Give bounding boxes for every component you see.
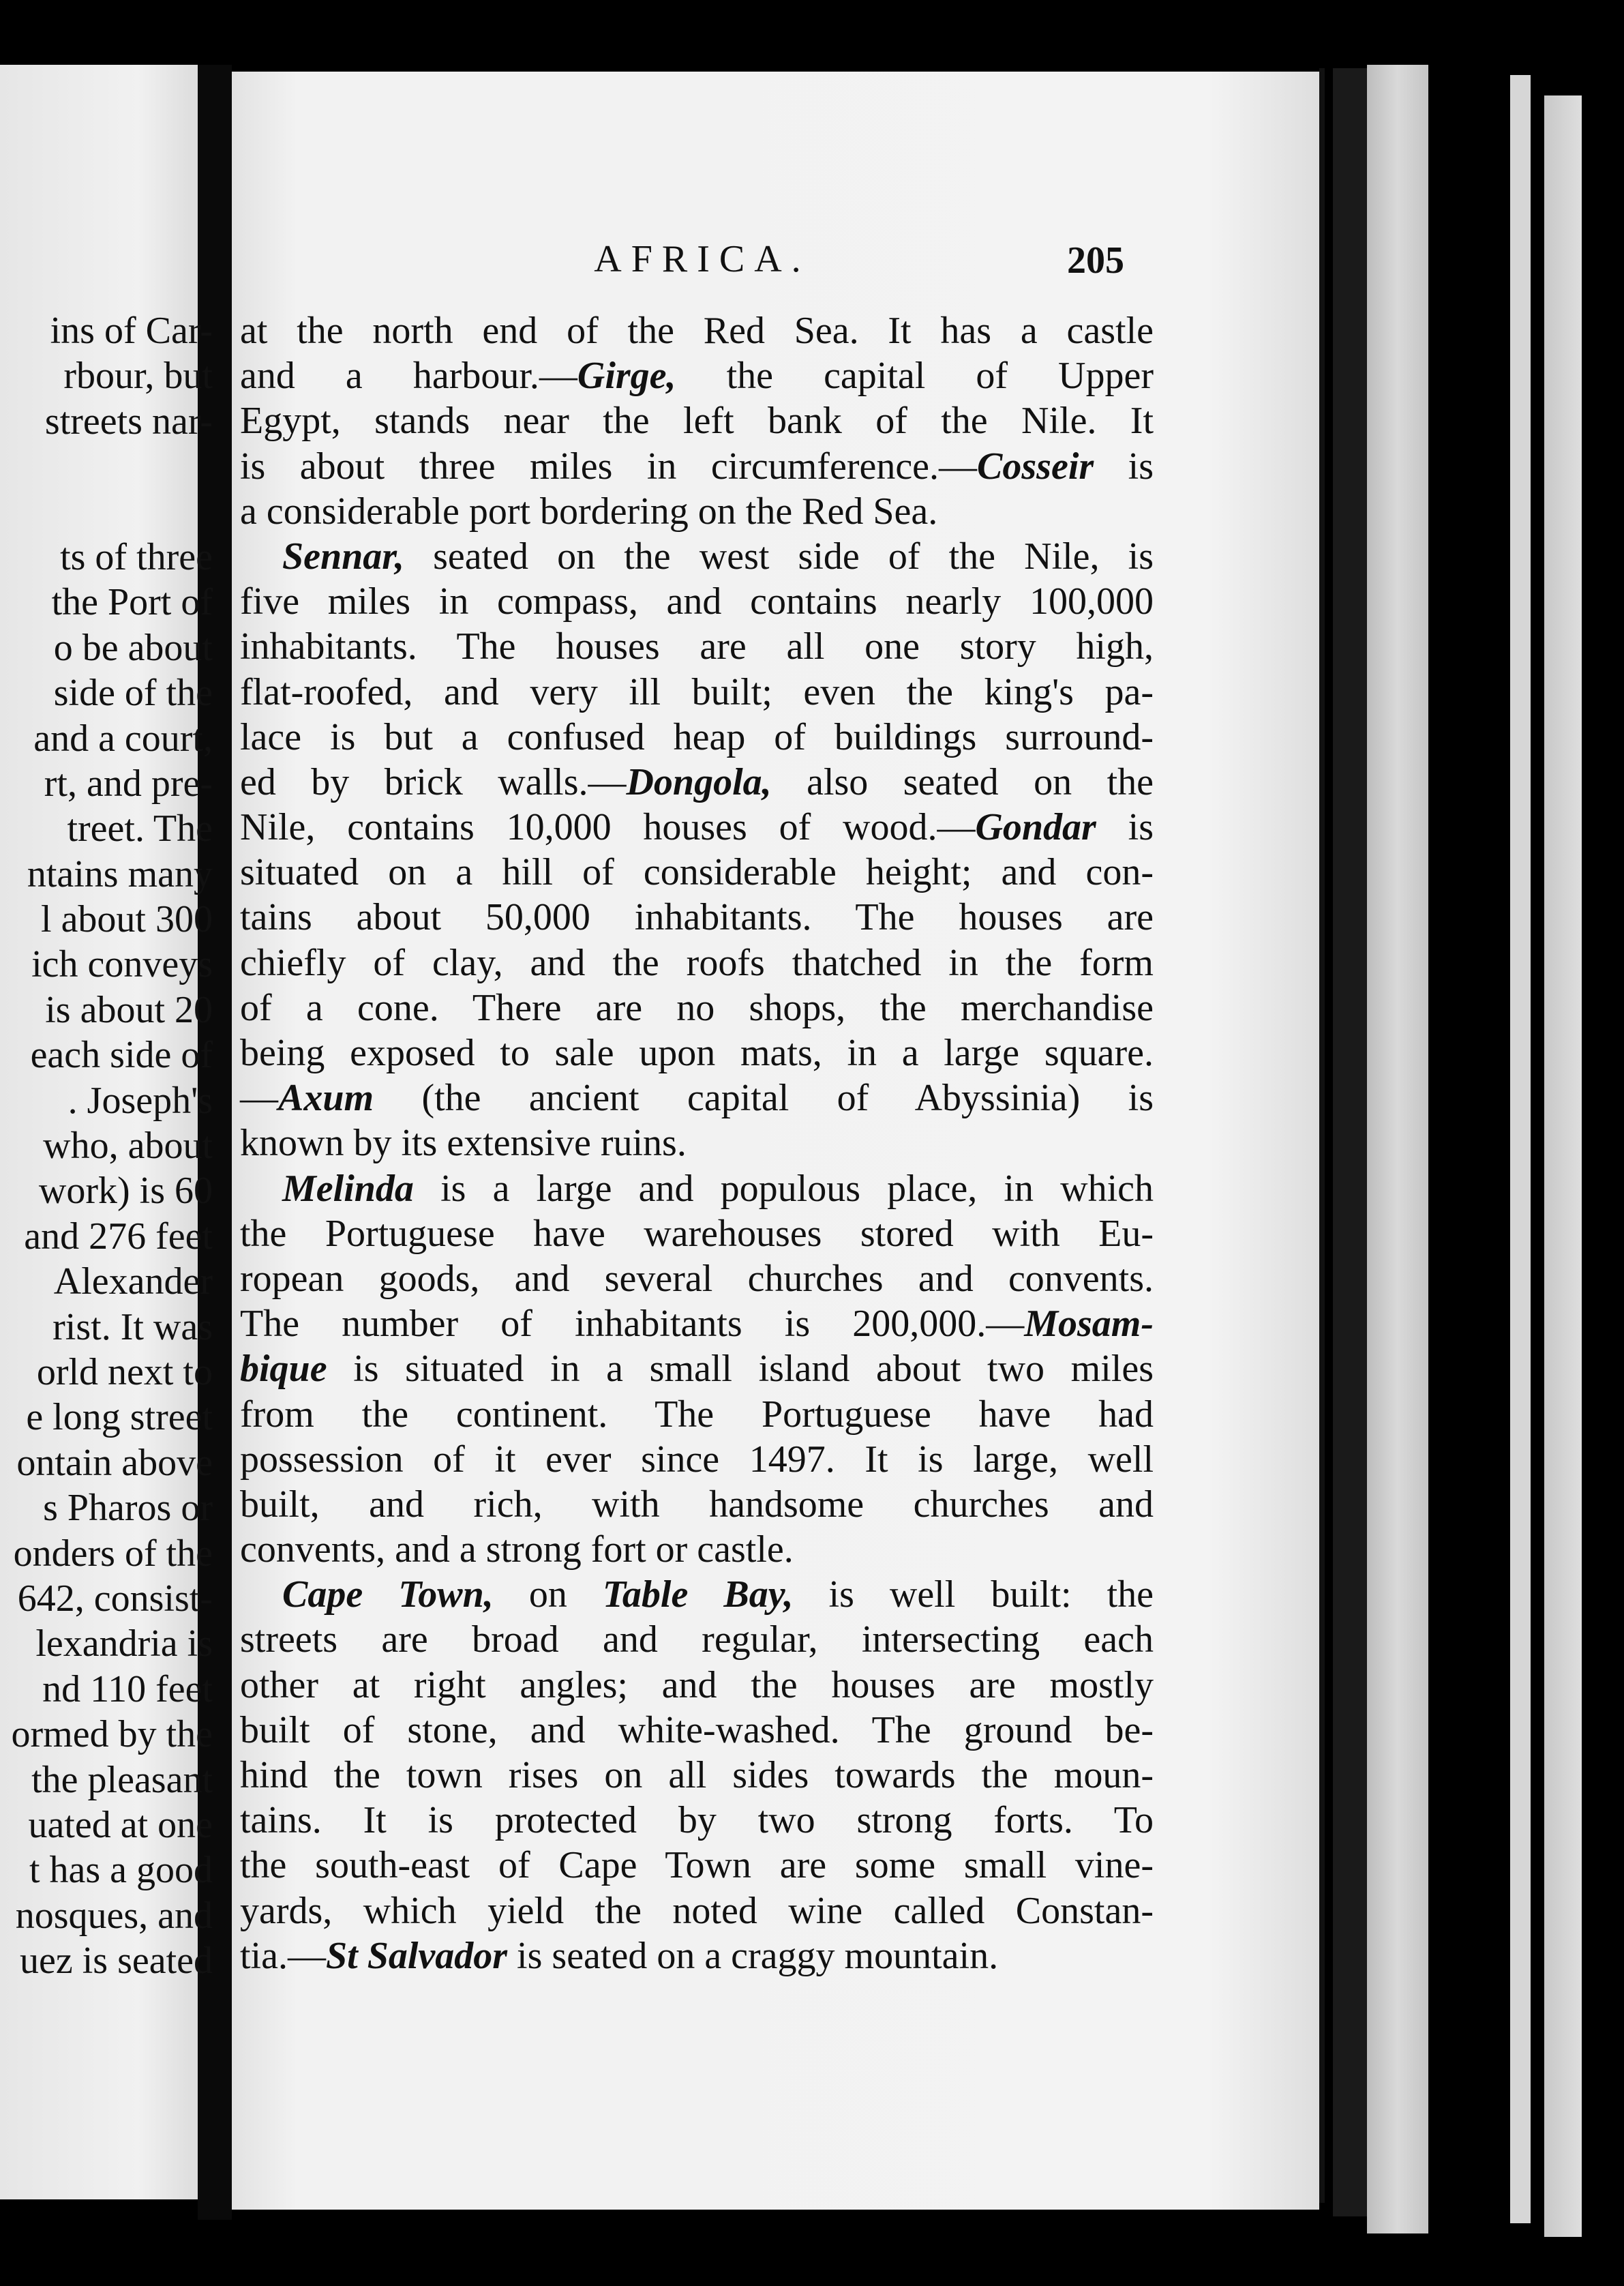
text-span: is bbox=[1096, 806, 1154, 849]
italic-name: Table Bay, bbox=[602, 1573, 794, 1616]
facing-page-line: o be about bbox=[53, 626, 213, 669]
text-line bbox=[240, 1392, 1154, 1437]
text-line bbox=[240, 850, 1154, 895]
text-line bbox=[240, 489, 1154, 534]
text-span: Egypt, stands near the left bank of the Nile. It bbox=[240, 400, 1154, 443]
text-line bbox=[240, 1798, 1154, 1843]
facing-page-line: the Port of bbox=[51, 581, 213, 624]
italic-name: Dongola, bbox=[626, 760, 772, 803]
text-line bbox=[240, 398, 1154, 443]
text-line bbox=[240, 985, 1154, 1030]
text-line bbox=[240, 805, 1154, 850]
text-line bbox=[240, 1301, 1154, 1346]
facing-page-line bbox=[0, 444, 213, 489]
facing-page-line: ontain above bbox=[16, 1441, 213, 1484]
facing-page-line: lexandria is bbox=[35, 1622, 213, 1665]
text-line bbox=[240, 1075, 1154, 1120]
facing-page-line: orld next to bbox=[36, 1350, 213, 1393]
text-span: ed by brick walls.— bbox=[240, 760, 627, 803]
running-head: AFRICA. bbox=[594, 238, 811, 280]
facing-page-line: ins of Car- bbox=[50, 310, 213, 352]
text-span: inhabitants. The houses are all one story high, bbox=[240, 625, 1154, 668]
italic-name: Melinda bbox=[282, 1167, 414, 1210]
text-line bbox=[240, 308, 1154, 353]
text-span: situated on a hill of considerable height; and con- bbox=[240, 851, 1154, 894]
facing-page-line: e long street bbox=[26, 1396, 213, 1439]
text-span: lace is but a confused heap of buildings surround- bbox=[240, 715, 1154, 758]
text-line bbox=[240, 1888, 1154, 1933]
text-span: The number of inhabitants is 200,000.— bbox=[240, 1303, 1025, 1346]
facing-page-line: work) is 60 bbox=[38, 1170, 213, 1213]
text-span: hind the town rises on all sides towards the moun- bbox=[240, 1754, 1154, 1796]
text-line bbox=[240, 715, 1154, 760]
text-span: other at right angles; and the houses are mostly bbox=[240, 1663, 1154, 1706]
text-span: built of stone, and white-washed. The ground be- bbox=[240, 1708, 1154, 1751]
italic-name: bique bbox=[240, 1348, 327, 1391]
text-span: is about three miles in circumference.— bbox=[240, 445, 978, 488]
text-line bbox=[240, 1437, 1154, 1482]
text-span: five miles in compass, and contains nearly 100,000 bbox=[240, 580, 1154, 623]
text-line bbox=[240, 1572, 1154, 1617]
text-line bbox=[240, 579, 1154, 624]
text-line bbox=[240, 1256, 1154, 1301]
text-line bbox=[240, 1482, 1154, 1527]
facing-page-line: . Joseph's bbox=[67, 1079, 213, 1122]
text-line bbox=[240, 1166, 1154, 1211]
facing-page-line: onders of the bbox=[13, 1532, 213, 1575]
text-span: the Portuguese have warehouses stored with Eu- bbox=[240, 1212, 1154, 1255]
text-line bbox=[240, 1753, 1154, 1798]
facing-page-line: and 276 feet bbox=[24, 1215, 213, 1258]
text-span: chiefly of clay, and the roofs thatched in the form bbox=[240, 941, 1154, 984]
text-span: convents, and a strong fort or castle. bbox=[240, 1528, 794, 1571]
text-span: is well built: the bbox=[793, 1573, 1154, 1616]
text-span: (the ancient capital of Abyssinia) is bbox=[374, 1077, 1154, 1120]
facing-page-line: rt, and pre- bbox=[44, 762, 213, 805]
italic-name: St Salvador bbox=[325, 1934, 508, 1977]
text-line bbox=[240, 940, 1154, 985]
italic-name: Axum bbox=[278, 1077, 374, 1120]
text-span: from the continent. The Portuguese have had bbox=[240, 1393, 1154, 1436]
facing-page-line: ormed by the bbox=[11, 1713, 213, 1756]
facing-page-line: l about 300 bbox=[41, 898, 213, 941]
facing-page-line: each side of bbox=[30, 1034, 213, 1077]
text-span: also seated on the bbox=[771, 760, 1154, 803]
text-span: yards, which yield the noted wine called Constan- bbox=[240, 1889, 1154, 1932]
text-line bbox=[240, 670, 1154, 715]
text-line bbox=[240, 1030, 1154, 1075]
italic-name: Cosseir bbox=[977, 445, 1094, 488]
text-span: tains about 50,000 inhabitants. The houses are bbox=[240, 896, 1154, 939]
page-stack-edge bbox=[1510, 75, 1531, 2223]
italic-name: Mosam- bbox=[1024, 1303, 1154, 1346]
facing-page-line: ts of three bbox=[60, 535, 213, 578]
facing-page-line: the pleasant bbox=[31, 1758, 213, 1801]
text-span: streets are broad and regular, intersecting each bbox=[240, 1618, 1154, 1661]
facing-page-line: uated at one bbox=[28, 1803, 213, 1846]
text-line bbox=[240, 1211, 1154, 1256]
page-stack-edge bbox=[1544, 95, 1582, 2237]
text-span: of a cone. There are no shops, the merchandise bbox=[240, 986, 1154, 1029]
text-line bbox=[240, 1663, 1154, 1708]
text-span: is seated on a craggy mountain. bbox=[507, 1934, 999, 1977]
italic-name: Gondar bbox=[975, 806, 1096, 849]
facing-page-line: side of the bbox=[53, 672, 213, 715]
text-span: on bbox=[493, 1573, 603, 1616]
text-span: — bbox=[240, 1077, 278, 1120]
text-line bbox=[240, 444, 1154, 489]
text-span: a considerable port bordering on the Red Sea. bbox=[240, 490, 938, 533]
text-span: ropean goods, and several churches and convents. bbox=[240, 1257, 1154, 1300]
text-span: is situated in a small island about two miles bbox=[327, 1348, 1154, 1391]
facing-page-line: uez is seated bbox=[20, 1940, 213, 1983]
facing-page-line: 642, consist- bbox=[17, 1577, 213, 1620]
text-span: flat-roofed, and very ill built; even the king's pa- bbox=[240, 670, 1154, 713]
text-line bbox=[240, 1527, 1154, 1572]
text-span: Nile, contains 10,000 houses of wood.— bbox=[240, 806, 976, 849]
text-span: possession of it ever since 1497. It is large, well bbox=[240, 1438, 1154, 1481]
facing-page-line: ntains many bbox=[27, 852, 213, 895]
italic-name: Sennar, bbox=[282, 535, 404, 578]
text-span: built, and rich, with handsome churches and bbox=[240, 1483, 1154, 1526]
facing-page-line bbox=[0, 490, 213, 535]
text-line bbox=[240, 353, 1154, 398]
text-line bbox=[240, 1120, 1154, 1166]
facing-page-line: treet. The bbox=[67, 807, 213, 850]
facing-page-line: rbour, but bbox=[63, 355, 213, 398]
facing-page-line: nosques, and bbox=[15, 1894, 213, 1937]
page-stack-edge bbox=[1367, 65, 1428, 2233]
facing-page-line: is about 20 bbox=[45, 988, 213, 1031]
facing-page-line: t has a good bbox=[29, 1849, 213, 1892]
text-line bbox=[240, 1843, 1154, 1888]
text-line bbox=[240, 1617, 1154, 1662]
text-line bbox=[240, 1933, 1154, 1978]
facing-page-line: s Pharos or bbox=[43, 1487, 213, 1530]
text-line bbox=[240, 1346, 1154, 1391]
italic-name: Girge, bbox=[577, 355, 676, 398]
facing-page-line: ich conveys bbox=[31, 943, 213, 986]
facing-page-text bbox=[0, 308, 213, 1983]
text-span: tains. It is protected by two strong forts. To bbox=[240, 1799, 1154, 1842]
text-span: at the north end of the Red Sea. It has a castle bbox=[240, 310, 1154, 352]
text-span: and a harbour.— bbox=[240, 355, 577, 398]
text-span: being exposed to sale upon mats, in a large square. bbox=[240, 1032, 1154, 1074]
body-text bbox=[240, 308, 1154, 1978]
text-line bbox=[240, 760, 1154, 805]
facing-page-line: who, about bbox=[43, 1125, 213, 1168]
text-span: is bbox=[1094, 445, 1154, 488]
page-edge-line bbox=[1319, 68, 1325, 2203]
text-span: the south-east of Cape Town are some small vine- bbox=[240, 1844, 1154, 1887]
text-span: the capital of Upper bbox=[676, 355, 1154, 398]
page-edge-line bbox=[1333, 68, 1367, 2216]
text-line bbox=[240, 624, 1154, 669]
text-line bbox=[240, 895, 1154, 940]
page-number: 205 bbox=[1067, 239, 1124, 282]
facing-page-line: streets nar- bbox=[44, 400, 213, 443]
italic-name: Cape Town, bbox=[282, 1573, 494, 1616]
facing-page-line: nd 110 feet bbox=[42, 1667, 213, 1710]
text-line bbox=[240, 1708, 1154, 1753]
text-span: known by its extensive ruins. bbox=[240, 1122, 687, 1165]
facing-page-line: rist. It was bbox=[52, 1305, 213, 1348]
text-span: is a large and populous place, in which bbox=[413, 1167, 1154, 1210]
text-span: tia.— bbox=[240, 1934, 326, 1977]
facing-page-line: and a court, bbox=[33, 717, 213, 760]
text-span: seated on the west side of the Nile, is bbox=[404, 535, 1154, 578]
facing-page-line: Alexander bbox=[53, 1260, 213, 1303]
text-line bbox=[240, 534, 1154, 579]
